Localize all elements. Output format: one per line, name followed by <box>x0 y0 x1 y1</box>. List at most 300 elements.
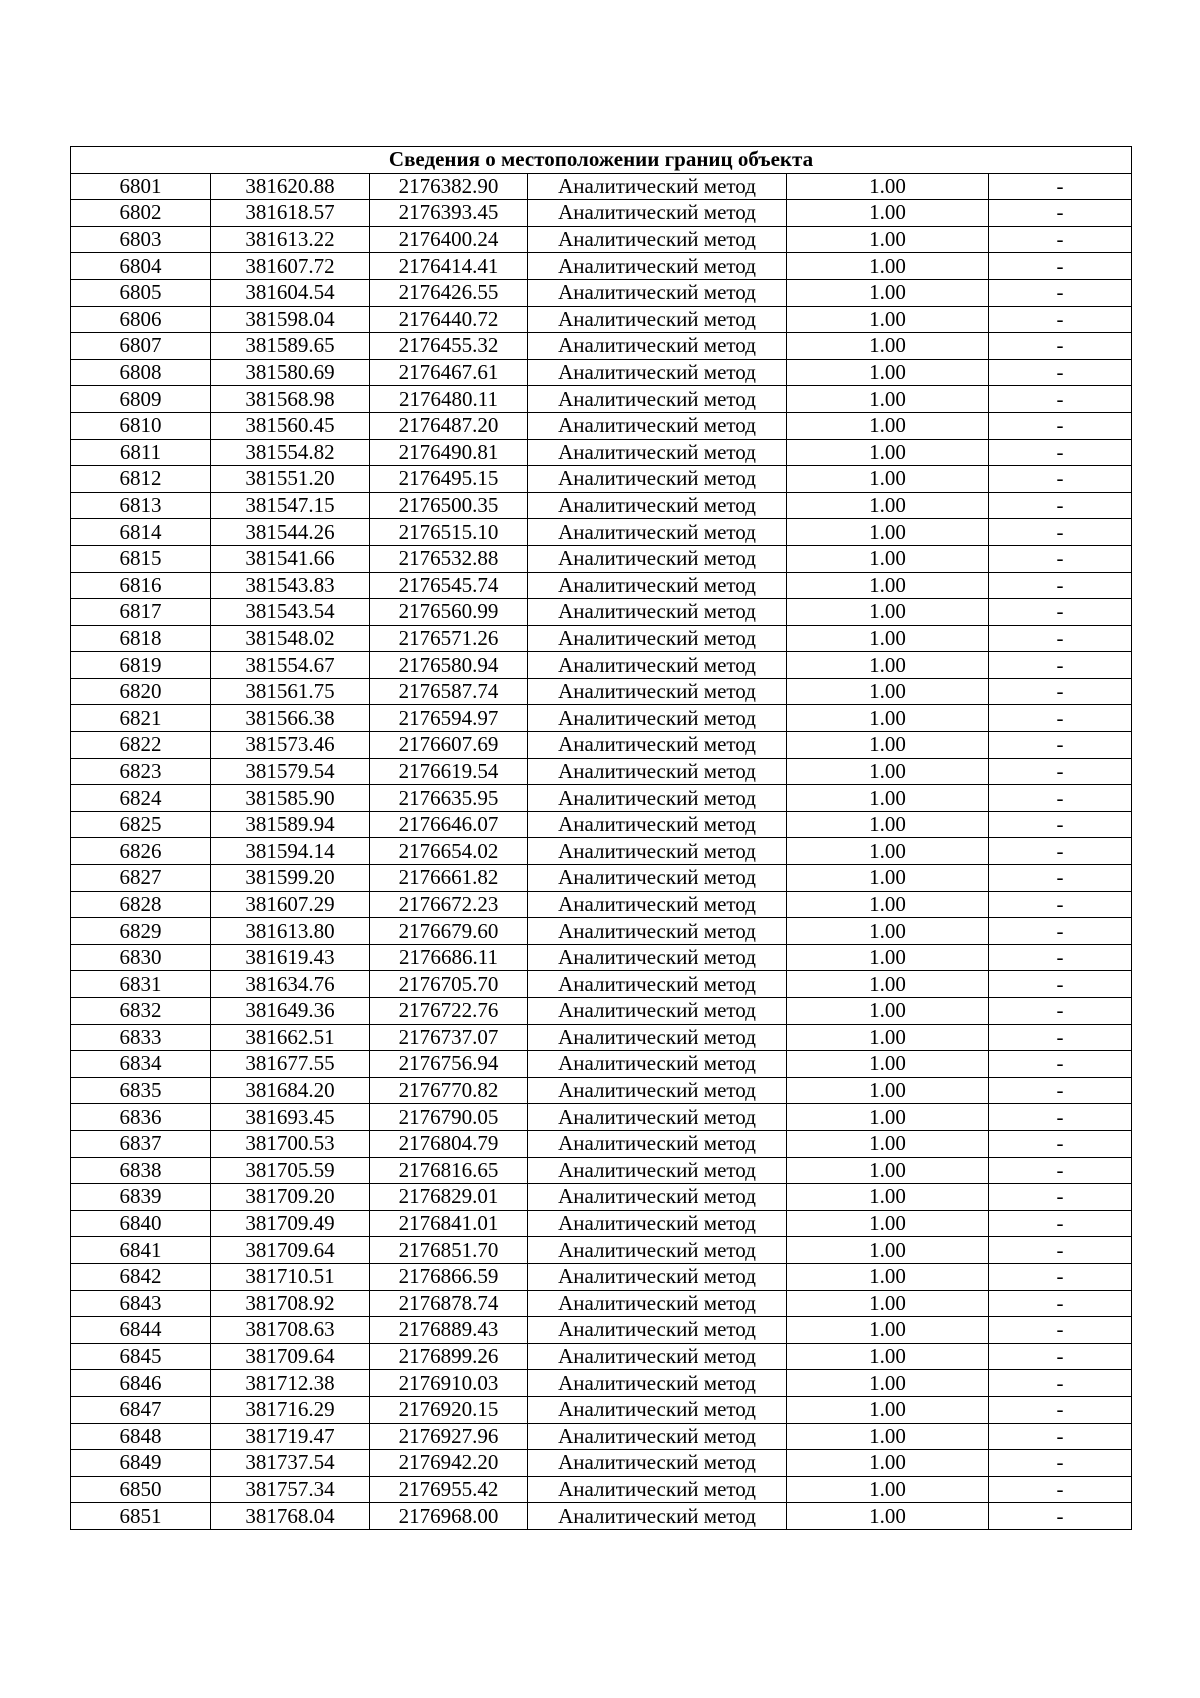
point-number-cell: 6844 <box>71 1317 211 1344</box>
accuracy-cell: 1.00 <box>787 1077 989 1104</box>
y-coordinate-cell: 2176756.94 <box>370 1051 528 1078</box>
method-cell: Аналитический метод <box>528 572 787 599</box>
accuracy-cell: 1.00 <box>787 1370 989 1397</box>
description-cell: - <box>989 253 1132 280</box>
description-cell: - <box>989 599 1132 626</box>
accuracy-cell: 1.00 <box>787 412 989 439</box>
x-coordinate-cell: 381541.66 <box>211 545 370 572</box>
table-row <box>71 1130 1132 1157</box>
table-row <box>71 279 1132 306</box>
point-number-cell: 6821 <box>71 705 211 732</box>
point-number-cell: 6828 <box>71 891 211 918</box>
description-cell: - <box>989 1450 1132 1477</box>
table-row <box>71 1503 1132 1530</box>
table-row <box>71 200 1132 227</box>
x-coordinate-cell: 381709.20 <box>211 1184 370 1211</box>
table-row <box>71 838 1132 865</box>
accuracy-cell: 1.00 <box>787 625 989 652</box>
table-row <box>71 306 1132 333</box>
method-cell: Аналитический метод <box>528 1130 787 1157</box>
description-cell: - <box>989 678 1132 705</box>
y-coordinate-cell: 2176495.15 <box>370 466 528 493</box>
boundary-coordinates-table <box>70 146 1132 1530</box>
y-coordinate-cell: 2176455.32 <box>370 333 528 360</box>
y-coordinate-cell: 2176515.10 <box>370 519 528 546</box>
description-cell: - <box>989 811 1132 838</box>
accuracy-cell: 1.00 <box>787 173 989 200</box>
table-row <box>71 1104 1132 1131</box>
table-row <box>71 758 1132 785</box>
description-cell: - <box>989 1130 1132 1157</box>
point-number-cell: 6847 <box>71 1396 211 1423</box>
x-coordinate-cell: 381547.15 <box>211 492 370 519</box>
accuracy-cell: 1.00 <box>787 811 989 838</box>
y-coordinate-cell: 2176679.60 <box>370 918 528 945</box>
point-number-cell: 6819 <box>71 652 211 679</box>
method-cell: Аналитический метод <box>528 1396 787 1423</box>
table-row <box>71 652 1132 679</box>
accuracy-cell: 1.00 <box>787 519 989 546</box>
point-number-cell: 6825 <box>71 811 211 838</box>
description-cell: - <box>989 1024 1132 1051</box>
method-cell: Аналитический метод <box>528 412 787 439</box>
point-number-cell: 6807 <box>71 333 211 360</box>
method-cell: Аналитический метод <box>528 359 787 386</box>
table-row <box>71 519 1132 546</box>
y-coordinate-cell: 2176878.74 <box>370 1290 528 1317</box>
method-cell: Аналитический метод <box>528 865 787 892</box>
table-row <box>71 1317 1132 1344</box>
accuracy-cell: 1.00 <box>787 998 989 1025</box>
point-number-cell: 6810 <box>71 412 211 439</box>
y-coordinate-cell: 2176480.11 <box>370 386 528 413</box>
y-coordinate-cell: 2176580.94 <box>370 652 528 679</box>
x-coordinate-cell: 381757.34 <box>211 1476 370 1503</box>
x-coordinate-cell: 381554.67 <box>211 652 370 679</box>
accuracy-cell: 1.00 <box>787 891 989 918</box>
method-cell: Аналитический метод <box>528 1476 787 1503</box>
table-row <box>71 599 1132 626</box>
method-cell: Аналитический метод <box>528 811 787 838</box>
y-coordinate-cell: 2176942.20 <box>370 1450 528 1477</box>
accuracy-cell: 1.00 <box>787 439 989 466</box>
x-coordinate-cell: 381708.63 <box>211 1317 370 1344</box>
description-cell: - <box>989 519 1132 546</box>
x-coordinate-cell: 381700.53 <box>211 1130 370 1157</box>
accuracy-cell: 1.00 <box>787 918 989 945</box>
table-row <box>71 333 1132 360</box>
accuracy-cell: 1.00 <box>787 1423 989 1450</box>
description-cell: - <box>989 1210 1132 1237</box>
method-cell: Аналитический метод <box>528 838 787 865</box>
description-cell: - <box>989 439 1132 466</box>
y-coordinate-cell: 2176560.99 <box>370 599 528 626</box>
x-coordinate-cell: 381613.22 <box>211 226 370 253</box>
table-row <box>71 705 1132 732</box>
method-cell: Аналитический метод <box>528 652 787 679</box>
method-cell: Аналитический метод <box>528 1077 787 1104</box>
table-row <box>71 439 1132 466</box>
y-coordinate-cell: 2176393.45 <box>370 200 528 227</box>
x-coordinate-cell: 381619.43 <box>211 944 370 971</box>
y-coordinate-cell: 2176487.20 <box>370 412 528 439</box>
description-cell: - <box>989 625 1132 652</box>
accuracy-cell: 1.00 <box>787 333 989 360</box>
method-cell: Аналитический метод <box>528 944 787 971</box>
accuracy-cell: 1.00 <box>787 944 989 971</box>
x-coordinate-cell: 381551.20 <box>211 466 370 493</box>
accuracy-cell: 1.00 <box>787 466 989 493</box>
x-coordinate-cell: 381649.36 <box>211 998 370 1025</box>
point-number-cell: 6839 <box>71 1184 211 1211</box>
description-cell: - <box>989 652 1132 679</box>
point-number-cell: 6833 <box>71 1024 211 1051</box>
y-coordinate-cell: 2176770.82 <box>370 1077 528 1104</box>
method-cell: Аналитический метод <box>528 1024 787 1051</box>
method-cell: Аналитический метод <box>528 785 787 812</box>
point-number-cell: 6840 <box>71 1210 211 1237</box>
description-cell: - <box>989 412 1132 439</box>
x-coordinate-cell: 381548.02 <box>211 625 370 652</box>
accuracy-cell: 1.00 <box>787 971 989 998</box>
accuracy-cell: 1.00 <box>787 1024 989 1051</box>
table-title: Сведения о местоположении границ объекта <box>71 147 1132 174</box>
point-number-cell: 6832 <box>71 998 211 1025</box>
y-coordinate-cell: 2176654.02 <box>370 838 528 865</box>
point-number-cell: 6824 <box>71 785 211 812</box>
method-cell: Аналитический метод <box>528 439 787 466</box>
point-number-cell: 6823 <box>71 758 211 785</box>
point-number-cell: 6829 <box>71 918 211 945</box>
accuracy-cell: 1.00 <box>787 1051 989 1078</box>
point-number-cell: 6812 <box>71 466 211 493</box>
method-cell: Аналитический метод <box>528 226 787 253</box>
accuracy-cell: 1.00 <box>787 652 989 679</box>
point-number-cell: 6836 <box>71 1104 211 1131</box>
point-number-cell: 6834 <box>71 1051 211 1078</box>
accuracy-cell: 1.00 <box>787 1317 989 1344</box>
description-cell: - <box>989 1077 1132 1104</box>
x-coordinate-cell: 381594.14 <box>211 838 370 865</box>
table-row <box>71 492 1132 519</box>
method-cell: Аналитический метод <box>528 333 787 360</box>
method-cell: Аналитический метод <box>528 1450 787 1477</box>
table-row <box>71 998 1132 1025</box>
description-cell: - <box>989 918 1132 945</box>
y-coordinate-cell: 2176790.05 <box>370 1104 528 1131</box>
table-row <box>71 412 1132 439</box>
accuracy-cell: 1.00 <box>787 1343 989 1370</box>
point-number-cell: 6818 <box>71 625 211 652</box>
point-number-cell: 6815 <box>71 545 211 572</box>
accuracy-cell: 1.00 <box>787 253 989 280</box>
description-cell: - <box>989 1343 1132 1370</box>
method-cell: Аналитический метод <box>528 1184 787 1211</box>
point-number-cell: 6816 <box>71 572 211 599</box>
description-cell: - <box>989 279 1132 306</box>
point-number-cell: 6841 <box>71 1237 211 1264</box>
description-cell: - <box>989 865 1132 892</box>
method-cell: Аналитический метод <box>528 1317 787 1344</box>
method-cell: Аналитический метод <box>528 758 787 785</box>
point-number-cell: 6811 <box>71 439 211 466</box>
description-cell: - <box>989 386 1132 413</box>
accuracy-cell: 1.00 <box>787 758 989 785</box>
description-cell: - <box>989 572 1132 599</box>
y-coordinate-cell: 2176686.11 <box>370 944 528 971</box>
description-cell: - <box>989 306 1132 333</box>
table-row <box>71 173 1132 200</box>
y-coordinate-cell: 2176594.97 <box>370 705 528 732</box>
y-coordinate-cell: 2176571.26 <box>370 625 528 652</box>
y-coordinate-cell: 2176829.01 <box>370 1184 528 1211</box>
table-row <box>71 359 1132 386</box>
y-coordinate-cell: 2176889.43 <box>370 1317 528 1344</box>
point-number-cell: 6802 <box>71 200 211 227</box>
y-coordinate-cell: 2176968.00 <box>370 1503 528 1530</box>
table-row <box>71 226 1132 253</box>
x-coordinate-cell: 381693.45 <box>211 1104 370 1131</box>
y-coordinate-cell: 2176490.81 <box>370 439 528 466</box>
y-coordinate-cell: 2176841.01 <box>370 1210 528 1237</box>
x-coordinate-cell: 381620.88 <box>211 173 370 200</box>
point-number-cell: 6848 <box>71 1423 211 1450</box>
y-coordinate-cell: 2176382.90 <box>370 173 528 200</box>
description-cell: - <box>989 1370 1132 1397</box>
x-coordinate-cell: 381710.51 <box>211 1263 370 1290</box>
accuracy-cell: 1.00 <box>787 1184 989 1211</box>
x-coordinate-cell: 381684.20 <box>211 1077 370 1104</box>
table-row <box>71 678 1132 705</box>
x-coordinate-cell: 381719.47 <box>211 1423 370 1450</box>
point-number-cell: 6837 <box>71 1130 211 1157</box>
point-number-cell: 6820 <box>71 678 211 705</box>
accuracy-cell: 1.00 <box>787 306 989 333</box>
y-coordinate-cell: 2176607.69 <box>370 732 528 759</box>
x-coordinate-cell: 381709.49 <box>211 1210 370 1237</box>
table-title-row <box>71 147 1132 174</box>
description-cell: - <box>989 226 1132 253</box>
point-number-cell: 6842 <box>71 1263 211 1290</box>
x-coordinate-cell: 381708.92 <box>211 1290 370 1317</box>
table-row <box>71 1396 1132 1423</box>
point-number-cell: 6822 <box>71 732 211 759</box>
accuracy-cell: 1.00 <box>787 1237 989 1264</box>
table-row <box>71 1423 1132 1450</box>
y-coordinate-cell: 2176426.55 <box>370 279 528 306</box>
y-coordinate-cell: 2176440.72 <box>370 306 528 333</box>
table-row <box>71 1077 1132 1104</box>
table-row <box>71 1476 1132 1503</box>
x-coordinate-cell: 381573.46 <box>211 732 370 759</box>
accuracy-cell: 1.00 <box>787 1290 989 1317</box>
x-coordinate-cell: 381607.72 <box>211 253 370 280</box>
x-coordinate-cell: 381709.64 <box>211 1237 370 1264</box>
table-row <box>71 1024 1132 1051</box>
point-number-cell: 6851 <box>71 1503 211 1530</box>
x-coordinate-cell: 381579.54 <box>211 758 370 785</box>
y-coordinate-cell: 2176899.26 <box>370 1343 528 1370</box>
description-cell: - <box>989 545 1132 572</box>
description-cell: - <box>989 1263 1132 1290</box>
point-number-cell: 6838 <box>71 1157 211 1184</box>
point-number-cell: 6809 <box>71 386 211 413</box>
method-cell: Аналитический метод <box>528 1263 787 1290</box>
description-cell: - <box>989 333 1132 360</box>
accuracy-cell: 1.00 <box>787 359 989 386</box>
x-coordinate-cell: 381599.20 <box>211 865 370 892</box>
point-number-cell: 6804 <box>71 253 211 280</box>
x-coordinate-cell: 381618.57 <box>211 200 370 227</box>
method-cell: Аналитический метод <box>528 1370 787 1397</box>
y-coordinate-cell: 2176722.76 <box>370 998 528 1025</box>
x-coordinate-cell: 381589.65 <box>211 333 370 360</box>
accuracy-cell: 1.00 <box>787 200 989 227</box>
accuracy-cell: 1.00 <box>787 785 989 812</box>
description-cell: - <box>989 891 1132 918</box>
table-row <box>71 891 1132 918</box>
table-row <box>71 545 1132 572</box>
table-row <box>71 1290 1132 1317</box>
point-number-cell: 6817 <box>71 599 211 626</box>
table-row <box>71 1184 1132 1211</box>
method-cell: Аналитический метод <box>528 253 787 280</box>
accuracy-cell: 1.00 <box>787 1130 989 1157</box>
table-row <box>71 944 1132 971</box>
x-coordinate-cell: 381613.80 <box>211 918 370 945</box>
accuracy-cell: 1.00 <box>787 572 989 599</box>
description-cell: - <box>989 1104 1132 1131</box>
method-cell: Аналитический метод <box>528 1343 787 1370</box>
accuracy-cell: 1.00 <box>787 1210 989 1237</box>
y-coordinate-cell: 2176467.61 <box>370 359 528 386</box>
table-row <box>71 865 1132 892</box>
table-row <box>71 1370 1132 1397</box>
description-cell: - <box>989 1476 1132 1503</box>
table-row <box>71 386 1132 413</box>
y-coordinate-cell: 2176532.88 <box>370 545 528 572</box>
point-number-cell: 6846 <box>71 1370 211 1397</box>
description-cell: - <box>989 173 1132 200</box>
description-cell: - <box>989 1503 1132 1530</box>
x-coordinate-cell: 381543.54 <box>211 599 370 626</box>
table-row <box>71 572 1132 599</box>
method-cell: Аналитический метод <box>528 519 787 546</box>
description-cell: - <box>989 1290 1132 1317</box>
x-coordinate-cell: 381544.26 <box>211 519 370 546</box>
table-row <box>71 625 1132 652</box>
point-number-cell: 6843 <box>71 1290 211 1317</box>
accuracy-cell: 1.00 <box>787 865 989 892</box>
point-number-cell: 6808 <box>71 359 211 386</box>
x-coordinate-cell: 381634.76 <box>211 971 370 998</box>
method-cell: Аналитический метод <box>528 386 787 413</box>
table-row <box>71 1157 1132 1184</box>
y-coordinate-cell: 2176955.42 <box>370 1476 528 1503</box>
x-coordinate-cell: 381560.45 <box>211 412 370 439</box>
table-body <box>71 173 1132 1529</box>
method-cell: Аналитический метод <box>528 1503 787 1530</box>
y-coordinate-cell: 2176400.24 <box>370 226 528 253</box>
method-cell: Аналитический метод <box>528 1051 787 1078</box>
table-row <box>71 466 1132 493</box>
x-coordinate-cell: 381543.83 <box>211 572 370 599</box>
description-cell: - <box>989 1051 1132 1078</box>
point-number-cell: 6845 <box>71 1343 211 1370</box>
method-cell: Аналитический метод <box>528 998 787 1025</box>
accuracy-cell: 1.00 <box>787 1503 989 1530</box>
table-row <box>71 785 1132 812</box>
x-coordinate-cell: 381561.75 <box>211 678 370 705</box>
y-coordinate-cell: 2176414.41 <box>370 253 528 280</box>
accuracy-cell: 1.00 <box>787 279 989 306</box>
y-coordinate-cell: 2176587.74 <box>370 678 528 705</box>
table-row <box>71 1450 1132 1477</box>
description-cell: - <box>989 492 1132 519</box>
method-cell: Аналитический метод <box>528 1104 787 1131</box>
point-number-cell: 6805 <box>71 279 211 306</box>
accuracy-cell: 1.00 <box>787 678 989 705</box>
accuracy-cell: 1.00 <box>787 1450 989 1477</box>
y-coordinate-cell: 2176705.70 <box>370 971 528 998</box>
method-cell: Аналитический метод <box>528 492 787 519</box>
point-number-cell: 6803 <box>71 226 211 253</box>
accuracy-cell: 1.00 <box>787 1157 989 1184</box>
y-coordinate-cell: 2176804.79 <box>370 1130 528 1157</box>
y-coordinate-cell: 2176737.07 <box>370 1024 528 1051</box>
method-cell: Аналитический метод <box>528 625 787 652</box>
method-cell: Аналитический метод <box>528 599 787 626</box>
method-cell: Аналитический метод <box>528 466 787 493</box>
method-cell: Аналитический метод <box>528 1290 787 1317</box>
x-coordinate-cell: 381709.64 <box>211 1343 370 1370</box>
accuracy-cell: 1.00 <box>787 386 989 413</box>
point-number-cell: 6849 <box>71 1450 211 1477</box>
x-coordinate-cell: 381598.04 <box>211 306 370 333</box>
accuracy-cell: 1.00 <box>787 226 989 253</box>
y-coordinate-cell: 2176545.74 <box>370 572 528 599</box>
point-number-cell: 6831 <box>71 971 211 998</box>
accuracy-cell: 1.00 <box>787 705 989 732</box>
point-number-cell: 6827 <box>71 865 211 892</box>
x-coordinate-cell: 381585.90 <box>211 785 370 812</box>
method-cell: Аналитический метод <box>528 279 787 306</box>
x-coordinate-cell: 381580.69 <box>211 359 370 386</box>
accuracy-cell: 1.00 <box>787 732 989 759</box>
method-cell: Аналитический метод <box>528 200 787 227</box>
description-cell: - <box>989 1237 1132 1264</box>
description-cell: - <box>989 944 1132 971</box>
point-number-cell: 6806 <box>71 306 211 333</box>
y-coordinate-cell: 2176500.35 <box>370 492 528 519</box>
method-cell: Аналитический метод <box>528 545 787 572</box>
accuracy-cell: 1.00 <box>787 492 989 519</box>
x-coordinate-cell: 381768.04 <box>211 1503 370 1530</box>
description-cell: - <box>989 758 1132 785</box>
accuracy-cell: 1.00 <box>787 1263 989 1290</box>
point-number-cell: 6830 <box>71 944 211 971</box>
x-coordinate-cell: 381737.54 <box>211 1450 370 1477</box>
y-coordinate-cell: 2176619.54 <box>370 758 528 785</box>
y-coordinate-cell: 2176816.65 <box>370 1157 528 1184</box>
accuracy-cell: 1.00 <box>787 838 989 865</box>
description-cell: - <box>989 200 1132 227</box>
method-cell: Аналитический метод <box>528 306 787 333</box>
table-row <box>71 1237 1132 1264</box>
point-number-cell: 6850 <box>71 1476 211 1503</box>
description-cell: - <box>989 1423 1132 1450</box>
method-cell: Аналитический метод <box>528 705 787 732</box>
